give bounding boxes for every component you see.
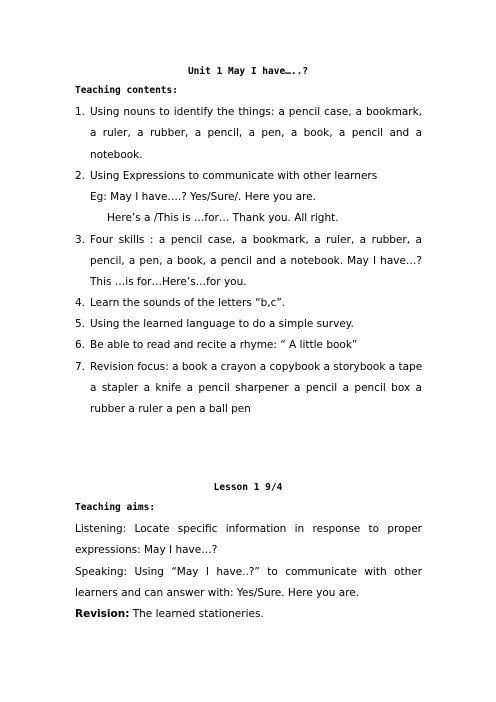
item-number: 7. bbox=[75, 361, 86, 373]
item-number: 1. bbox=[75, 106, 86, 118]
item-1-line-3: notebook. bbox=[90, 149, 143, 161]
item-number: 3. bbox=[75, 234, 86, 246]
item-2-line-2: Eg: May I have….? Yes/Sure/. Here you are. bbox=[90, 191, 316, 203]
item-3-line-3: This …is for…Here’s…for you. bbox=[90, 276, 247, 288]
item-number: 5. bbox=[75, 318, 86, 330]
speaking-line-1: Speaking: Using “May I have..?” to communicate with other bbox=[75, 566, 422, 578]
item-7-line-2: a stapler a knife a pencil sharpener a pencil a pencil box a bbox=[90, 382, 422, 394]
item-1-line-1: Using nouns to identify the things: a pencil case, a bookmark, bbox=[90, 106, 422, 118]
item-number: 2. bbox=[75, 170, 86, 182]
item-7-line-3: rubber a ruler a pen a ball pen bbox=[90, 403, 251, 415]
revision-text: The learned stationeries. bbox=[129, 608, 264, 620]
listening-line-1: Listening: Locate specific information in response to proper bbox=[75, 523, 422, 535]
unit-title: Unit 1 May I have…..? bbox=[187, 66, 309, 77]
speaking-line-2: learners and can answer with: Yes/Sure. Here you are. bbox=[75, 587, 360, 599]
item-7-line-1: Revision focus: a book a crayon a copybook a storybook a tape bbox=[90, 361, 423, 373]
revision-label: Revision: bbox=[75, 608, 130, 620]
item-2-line-3: Here’s a /This is …for… Thank you. All right. bbox=[107, 212, 339, 224]
item-1-line-2: a ruler, a rubber, a pencil, a pen, a book, a pencil and a bbox=[90, 127, 422, 139]
item-3-line-1: Four skills : a pencil case, a bookmark, a ruler, a rubber, a bbox=[90, 234, 422, 246]
item-5-line-1: Using the learned language to do a simple survey. bbox=[90, 318, 354, 330]
teaching-aims-heading: Teaching aims: bbox=[75, 502, 156, 513]
revision-line bbox=[75, 608, 422, 620]
item-6-line-1: Be able to read and recite a rhyme: “ A little book” bbox=[90, 339, 358, 351]
item-number: 6. bbox=[75, 339, 86, 351]
item-3-line-2: pencil, a pen, a book, a pencil and a notebook. May I have…? bbox=[90, 255, 422, 267]
teaching-contents-heading: Teaching contents: bbox=[75, 85, 178, 96]
lesson-title: Lesson 1 9/4 bbox=[213, 482, 283, 493]
item-4-line-1: Learn the sounds of the letters “b,c”. bbox=[90, 297, 286, 309]
item-2-line-1: Using Expressions to communicate with other learners bbox=[90, 170, 378, 182]
item-number: 4. bbox=[75, 297, 86, 309]
listening-line-2: expressions: May I have…? bbox=[75, 544, 218, 556]
